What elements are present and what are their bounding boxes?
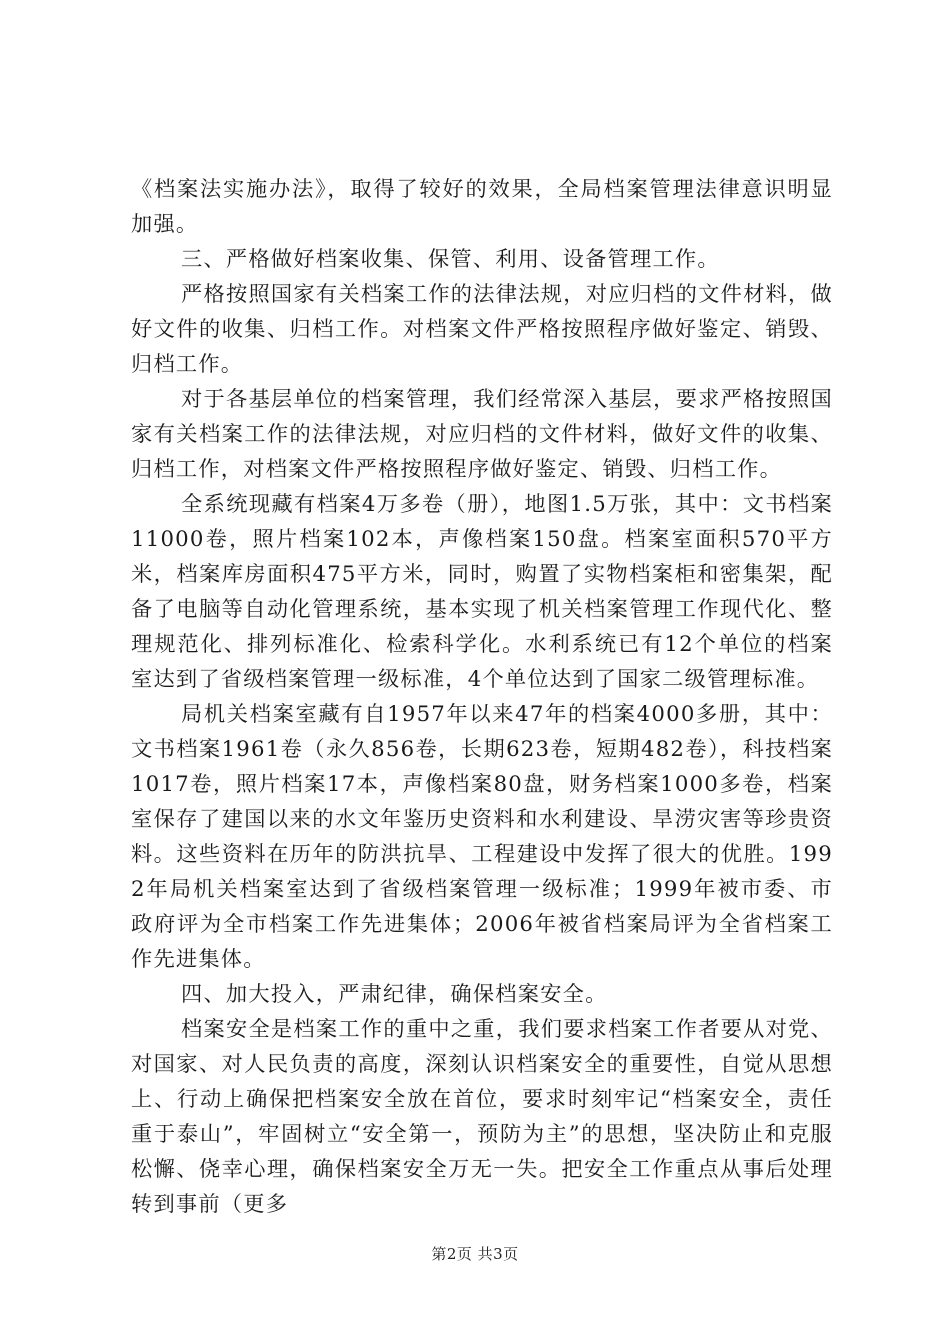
paragraph-bureau-archive: 局机关档案室藏有自1957年以来47年的档案4000多册，其中：文书档案1961卷（永久856卷，长期623卷，短期482卷），科技档案1017卷，照片档案17本，声像档案80盘，财务档案1000多卷，档案室保存了建国以来的水文年鉴历史资料和水利建设、旱涝灾害等珍贵资料。这些资料在历年的防洪抗旱、工程建设中发挥了很大的优胜。1992年局机关档案室达到了省级档案管理一级标准；1999年被市委、市政府评为全市档案工作先进集体；2006年被省档案局评为全省档案工作先进集体。: [131, 702, 833, 972]
document-body: [131, 172, 833, 1222]
paragraph-archive-safety: 档案安全是档案工作的重中之重，我们要求档案工作者要从对党、对国家、对人民负责的高度，深刻认识档案安全的重要性，自觉从思想上、行动上确保把档案安全放在首位，要求时刻牢记“档案安全，责任重于泰山”，牢固树立“安全第一，预防为主”的思想，坚决防止和克服松懈、侥幸心理，确保档案安全万无一失。把安全工作重点从事后处理转到事前（更多: [131, 1017, 833, 1217]
paragraph-filing-rules: 严格按照国家有关档案工作的法律法规，对应归档的文件材料，做好文件的收集、归档工作。对档案文件严格按照程序做好鉴定、销毁、归档工作。: [131, 282, 833, 377]
section-heading-3: 三、严格做好档案收集、保管、利用、设备管理工作。: [181, 247, 720, 272]
page-number-footer: 第2页 共3页: [431, 1245, 519, 1263]
paragraph-system-holdings: 全系统现藏有档案4万多卷（册），地图1.5万张，其中：文书档案11000卷，照片档案102本，声像档案150盘。档案室面积570平方米，档案库房面积475平方米，同时，购置了实物档案柜和密集架，配备了电脑等自动化管理系统，基本实现了机关档案管理工作现代化、整理规范化、排列标准化、检索科学化。水利系统已有12个单位的档案室达到了省级档案管理一级标准，4个单位达到了国家二级管理标准。: [131, 492, 833, 692]
paragraph-continuation: 《档案法实施办法》，取得了较好的效果，全局档案管理法律意识明显加强。: [131, 177, 833, 237]
paragraph-grassroots-management: 对于各基层单位的档案管理，我们经常深入基层，要求严格按照国家有关档案工作的法律法规，对应归档的文件材料，做好文件的收集、归档工作，对档案文件严格按照程序做好鉴定、销毁、归档工作。: [131, 387, 833, 482]
section-heading-4: 四、加大投入，严肃纪律，确保档案安全。: [181, 982, 608, 1007]
